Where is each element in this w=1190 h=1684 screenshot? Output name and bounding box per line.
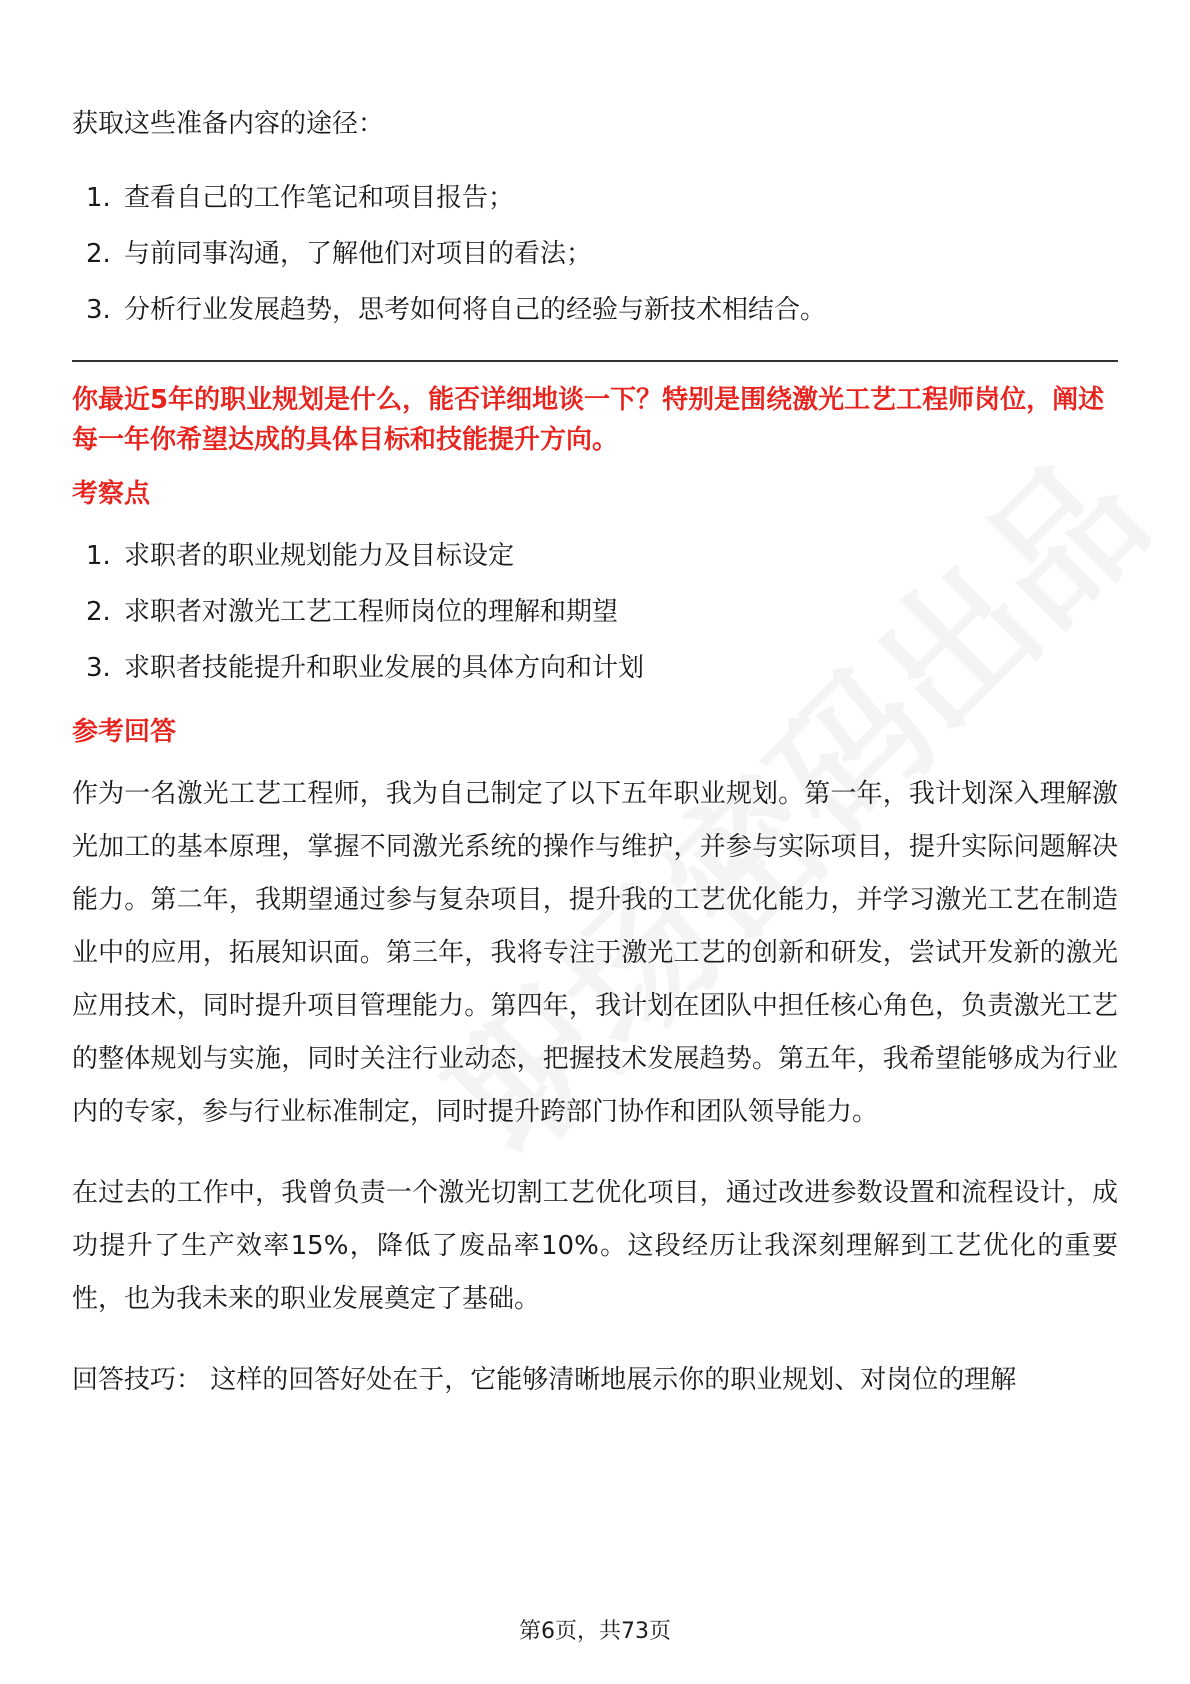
list-number: 2. bbox=[86, 597, 111, 627]
list-item bbox=[72, 528, 1118, 584]
answer-paragraph-1: 作为一名激光工艺工程师，我为自己制定了以下五年职业规划。第一年，我计划深入理解激光加工的基本原理，掌握不同激光系统的操作与维护，并参与实际项目，提升实际问题解决能力。第二年，我期望通过参与复杂项目，提升我的工艺优化能力，并学习激光工艺在制造业中的应用，拓展知识面。第三年，我将专注于激光工艺的创新和研发，尝试开发新的激光应用技术，同时提升项目管理能力。第四年，我计划在团队中担任核心角色，负责激光工艺的整体规划与实施，同时关注行业动态，把握技术发展趋势。第五年，我希望能够成为行业内的专家，参与行业标准制定，同时提升跨部门协作和团队领导能力。 bbox=[72, 779, 1118, 1127]
exam-points-heading: 考察点 bbox=[72, 479, 151, 509]
list-item bbox=[72, 226, 1118, 282]
prep-steps-list bbox=[72, 170, 1118, 338]
list-text: 查看自己的工作笔记和项目报告； bbox=[124, 183, 515, 213]
list-item bbox=[72, 170, 1118, 226]
list-number: 2. bbox=[86, 239, 111, 269]
list-number: 1. bbox=[86, 183, 111, 213]
exam-points-list bbox=[72, 528, 1118, 696]
list-text: 与前同事沟通，了解他们对项目的看法； bbox=[124, 239, 593, 269]
reference-answer-heading: 参考回答 bbox=[72, 717, 177, 747]
list-text: 求职者对激光工艺工程师岗位的理解和期望 bbox=[124, 597, 619, 627]
list-item bbox=[72, 640, 1118, 696]
list-item bbox=[72, 584, 1118, 640]
answer-tips: 回答技巧： 这样的回答好处在于，它能够清晰地展示你的职业规划、对岗位的理解 bbox=[72, 1365, 1017, 1395]
section-divider bbox=[72, 360, 1118, 362]
list-text: 求职者技能提升和职业发展的具体方向和计划 bbox=[124, 653, 645, 683]
list-text: 分析行业发展趋势，思考如何将自己的经验与新技术相结合。 bbox=[124, 295, 827, 325]
list-number: 1. bbox=[86, 541, 111, 571]
list-number: 3. bbox=[86, 653, 111, 683]
intro-text: 获取这些准备内容的途径： bbox=[72, 109, 385, 139]
document-page bbox=[72, 96, 1118, 1407]
answer-paragraph-2: 在过去的工作中，我曾负责一个激光切割工艺优化项目，通过改进参数设置和流程设计，成功提升了生产效率15%，降低了废品率10%。这段经历让我深刻理解到工艺优化的重要性，也为我未来的职业发展奠定了基础。 bbox=[72, 1178, 1118, 1314]
list-item bbox=[72, 282, 1118, 338]
question-heading: 你最近5年的职业规划是什么，能否详细地谈一下？特别是围绕激光工艺工程师岗位，阐述每一年你希望达成的具体目标和技能提升方向。 bbox=[72, 385, 1105, 455]
page-footer: 第6页，共73页 bbox=[519, 1619, 671, 1644]
list-text: 求职者的职业规划能力及目标设定 bbox=[124, 541, 515, 571]
list-number: 3. bbox=[86, 295, 111, 325]
